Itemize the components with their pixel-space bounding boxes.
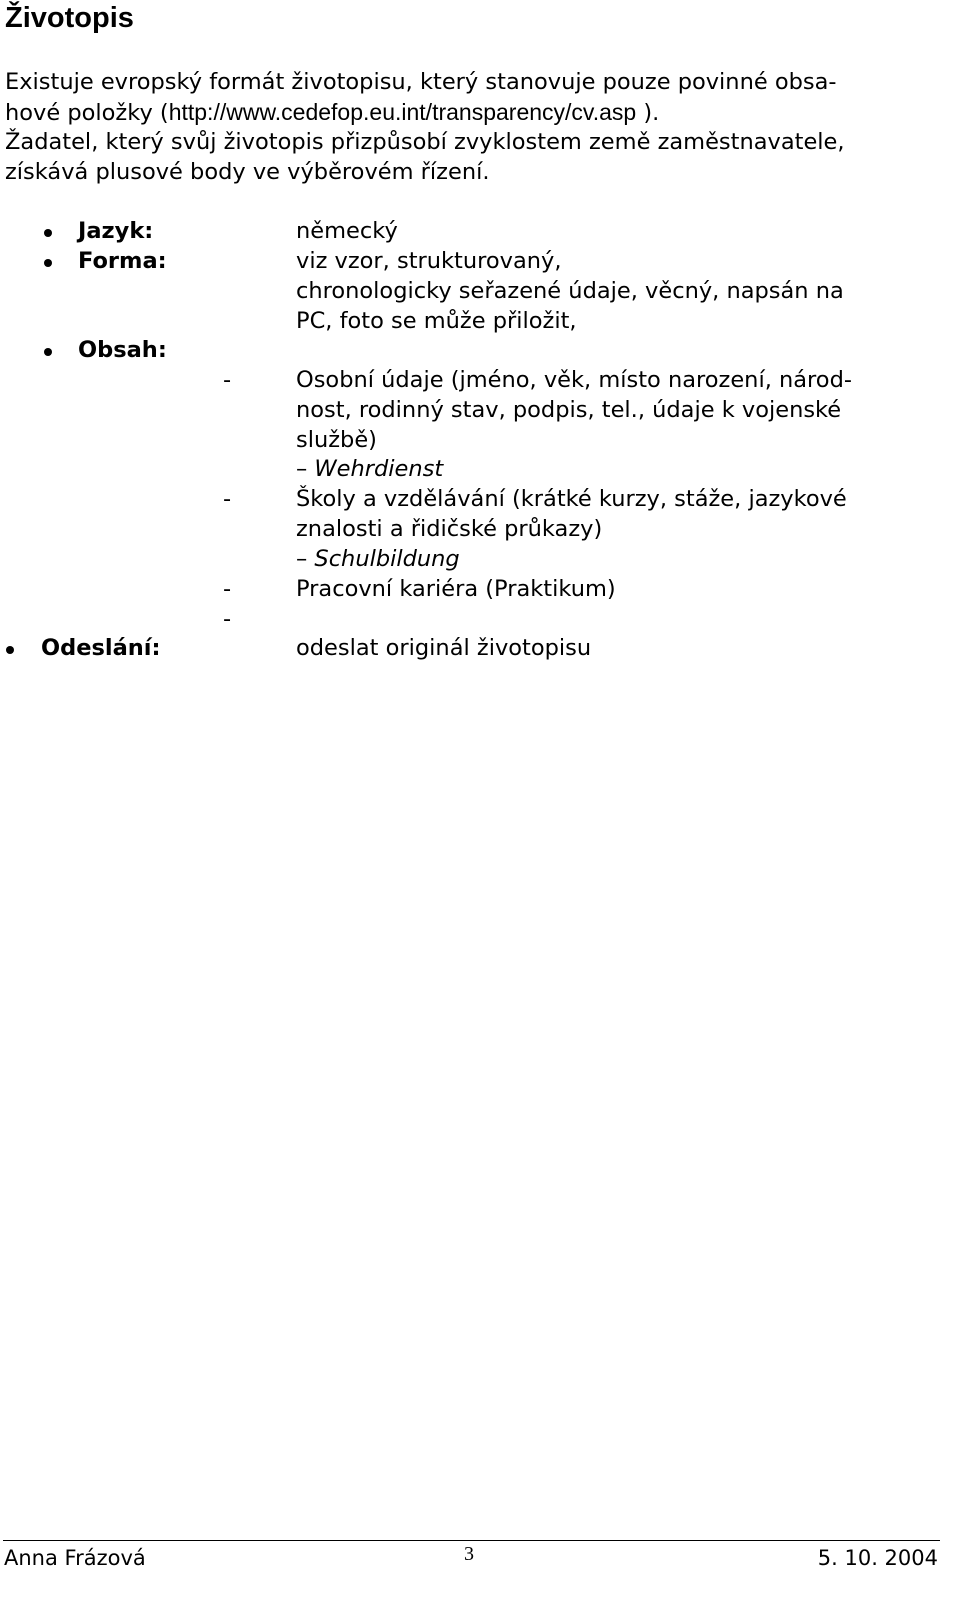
obsah-item-1-line-1: Osobní údaje (jméno, věk, místo narození, národ- <box>296 367 852 393</box>
note-dash: – <box>296 546 308 572</box>
forma-label: Forma: <box>78 248 167 274</box>
note-text: Wehrdienst <box>314 456 444 482</box>
dash-marker: - <box>223 576 232 602</box>
note-text: Schulbildung <box>314 546 460 572</box>
obsah-item-2-note <box>296 546 460 572</box>
odeslani-value: odeslat originál životopisu <box>296 635 592 661</box>
forma-line-1: viz vzor, strukturovaný, <box>296 248 562 274</box>
obsah-item-2-line-2: znalosti a řidičské průkazy) <box>296 516 603 542</box>
note-dash: – <box>296 456 308 482</box>
obsah-label: Obsah: <box>78 337 167 363</box>
obsah-item-2-line-1: Školy a vzdělávání (krátké kurzy, stáže, jazykové <box>296 486 847 512</box>
dash-marker: - <box>223 606 232 632</box>
obsah-item-1-line-3: službě) <box>296 427 377 453</box>
footer-author: Anna Frázová <box>4 1546 146 1570</box>
dash-marker: - <box>223 367 232 393</box>
europass-link[interactable]: http://www.cedefop.eu.int/transparency/cv.asp <box>168 99 637 125</box>
intro-line-4: získává plusové body ve výběrovém řízení. <box>5 159 490 185</box>
obsah-item-1-note <box>296 456 443 482</box>
dash-marker: - <box>223 486 232 512</box>
bullet-icon <box>44 229 52 237</box>
forma-line-3: PC, foto se může přiložit, <box>296 308 577 334</box>
footer-divider <box>3 1540 940 1541</box>
bullet-icon <box>44 259 52 267</box>
intro-line-2-pre: hové položky ( <box>5 100 169 126</box>
obsah-item-3-line-1: Pracovní kariéra (Praktikum) <box>296 576 616 602</box>
forma-line-2: chronologicky seřazené údaje, věcný, napsán na <box>296 278 844 304</box>
bullet-icon <box>6 646 14 654</box>
obsah-item-1-line-2: nost, rodinný stav, podpis, tel., údaje k vojenské <box>296 397 842 423</box>
jazyk-label: Jazyk: <box>78 218 154 244</box>
page-title: Životopis <box>5 2 134 34</box>
page-number: 3 <box>464 1543 474 1565</box>
jazyk-value: německý <box>296 218 398 244</box>
intro-line-2-post: ). <box>636 100 660 126</box>
odeslani-label: Odeslání: <box>41 635 161 661</box>
intro-line-1: Existuje evropský formát životopisu, který stanovuje pouze povinné obsa- <box>5 69 837 95</box>
bullet-icon <box>44 348 52 356</box>
footer-date: 5. 10. 2004 <box>817 1546 938 1570</box>
intro-line-3: Žadatel, který svůj životopis přizpůsobí zvyklostem země zaměstnavatele, <box>5 129 845 155</box>
intro-line-2 <box>5 99 659 126</box>
